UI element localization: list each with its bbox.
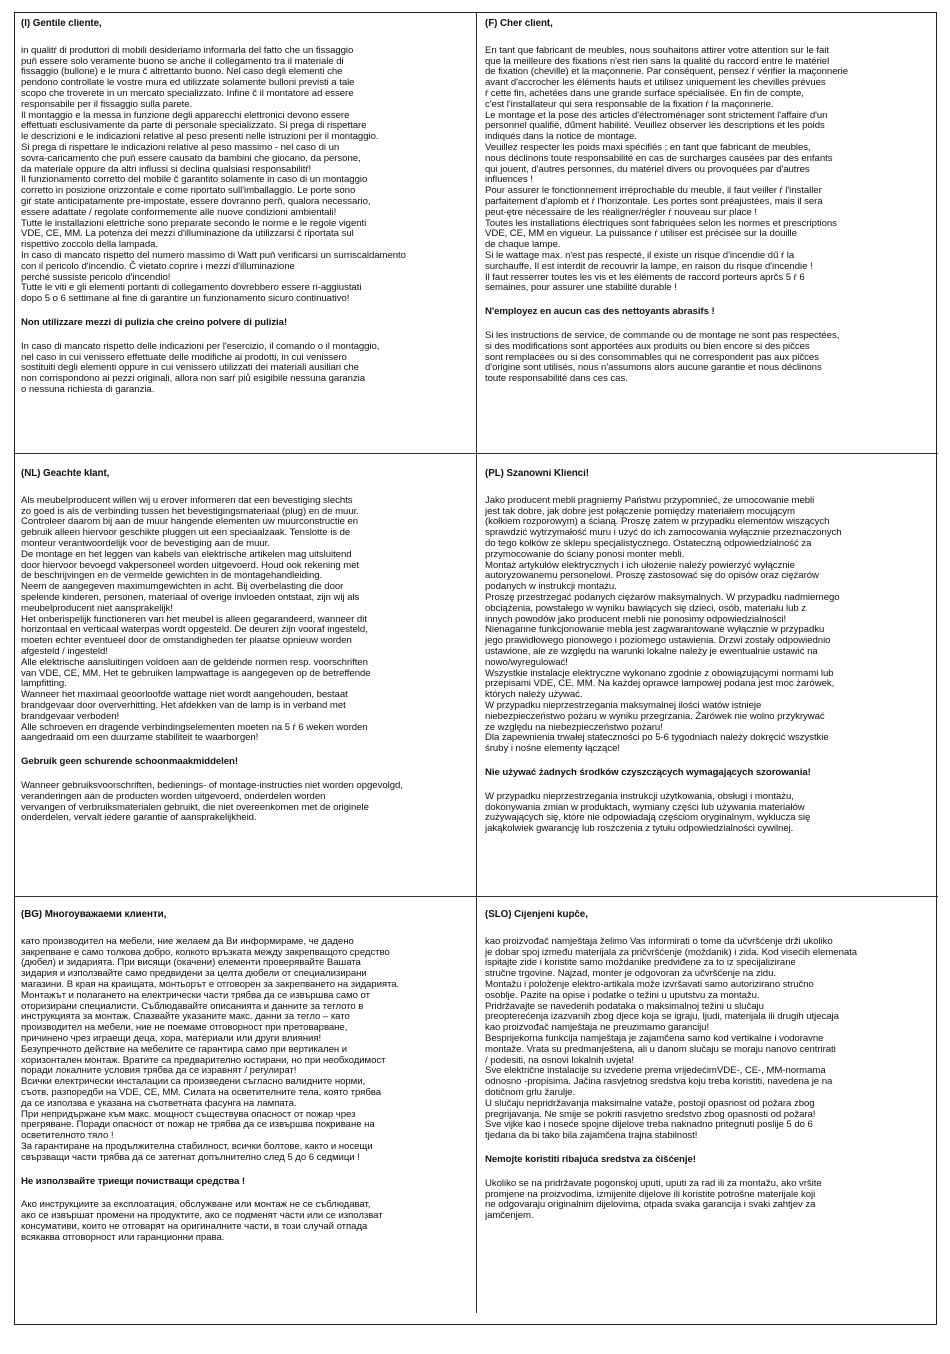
section-heading: (PL) Szanowni Klienci!: [485, 469, 589, 479]
cleaning-warning: Не използвайте триещи почистващи средства !: [21, 1175, 246, 1187]
section-heading: (I) Gentile cliente,: [21, 19, 102, 29]
section-body: in qualitŕ di produttori di mobili desideriamo informarla del fatto che un fissaggio puň essere solo veramente buono se anche il collegamento tra il materiale di fissaggio (bullone) e le mura č altrettanto buono. Nel caso degli elementi che pendono controllate le vostre mura ed utilizzate solamente bulloni previsti a tale scopo che troverete in un mercato specializzato. Infine č il montatore ad essere responsabile per il fissaggio sulla parete. Il montaggio e la messa in funzione degli apparecchi elettronici devono essere effettuati esclusivamente da parte di personale specializzato. Si prega di rispettare le descrizioni e le indicazioni relative al peso presenti nelle istruzioni per il montaggio. Si prega di rispettare le indicazioni relative al peso massimo - nel caso di un sovra-caricamento che puň essere causato da bambini che giocano, da persone, da materiale oppure da altri influssi si declina qualsiasi responsabilitŕ! Il funzionamento corretto del mobile č garantito solamente in caso di un montaggio corretto in posizione orizzontale e come riportato sull'imballaggio. Le porte sono giŕ state anticipatamente pre-impostate, essere dovranno perň, qualora necessario, essere adattate / regolate conformemente alle nuove condizioni ambientali! Tutte le installazioni elettriche sono preparate secondo le norme e le regole vigenti VDE, CE, MM. La potenza dei mezzi d'illuminazione da utilizzarsi č riportata sul rispettivo zoccolo della lampada. In caso di mancato rispetto del numero massimo di Watt puň verificarsi un surriscaldamento con il pericolo d'incendio. Č vietato coprire i mezzi d'illuminazione perché sussiste pericolo d'incendio! Tutte le viti e gli elementi portanti di collegamento dovrebbero essere ri-aggiustati dopo 5 o 6 settimane al fine di garantire un funzionamento sicuro continuativo!: [21, 44, 406, 305]
cleaning-warning: Nemojte koristiti ribajuća sredstva za čišćenje!: [485, 1153, 696, 1165]
cleaning-warning: Non utilizzare mezzi di pulizia che creino polvere di pulizia!: [21, 316, 288, 328]
warranty-notice: Ако инструкциите за експлоатация, обслужване или монтаж не се съблюдават, ако се извършат промени на продуктите, ако се подменят части или се използват консумативи, които не отговарят на оригиналните части, в този случай отпада всякаква отговорност или гаранционни права.: [21, 1199, 383, 1243]
section-heading: (BG) Многоуважаеми клиенти,: [21, 910, 167, 920]
row-divider-2: [15, 896, 938, 897]
cleaning-warning: Gebruik geen schurende schoonmaakmiddelen!: [21, 756, 239, 768]
column-divider: [476, 13, 477, 1313]
section-dutch: [21, 469, 459, 891]
warranty-notice: Si les instructions de service, de commande ou de montage ne sont pas respectées, si des modifications sont apportées aux produits ou bien encore si des pičces sont remplacées ou si des consommables qui ne correspondent pas aux pičces d'origine sont utilisés, nous n'assumons alors aucune garantie et nous déclinons toute responsabilité dans ces cas.: [485, 329, 840, 385]
section-french: [485, 19, 923, 449]
section-italian: [21, 19, 459, 449]
warranty-notice: W przypadku nieprzestrzegania instrukcji użytkowania, obsługi i montażu, dokonywania zmian w produktach, wymiany części lub używania materiałów zużywających się, które nie odpowiadają częściom oryginalnym, wyklucza się jakąkolwiek gwarancję lub roszczenia z tytułu odpowiedzialności cywilnej.: [485, 790, 811, 835]
section-body: като производител на мебели, ние желаем да Ви информираме, че дадено закрепване е само толкова добро, колкото връзката между закрепващото средство (дюбел) и зидарията. При висящи (окачени) елементи проверявайте Вашата зидария и използвайте само предвидени за целта дюбели от специализирани магазини. В края на краищата, монтьорът е отговорен за закрепването на зидарията. Монтажът и полагането на електрически части трябва да се извършва само от оторизирани специалисти. Съблюдавайте описанията и данните за теглото в инструкцията за монтаж. Спазвайте указаните макс. данни за тегло – като производител на мебели, ние не поемаме отговорност при претоварване, причинено чрез играещи деца, хора, материали или други влияния! Безупречното действие на мебелите се гарантира само при вертикален и хоризонтален монтаж. Вратите са предварително юстирани, но при необходимост поради локалните условия трябва да се изравнят / регулират! Всички електрически инсталации са произведени съгласно валидните норми, съотв. разпоредби на VDE, CE, MM. Силата на осветителните тела, която трябва да се използва е указана на съответната фасунга на лампата. При непридържане към макс. мощност съществува опасност от пожар чрез прегряване. Поради опасност от пожар не трябва да се извършва покриване на осветителното тяло ! За гарантиране на продължителна стабилност, всички болтове, както и носещи свързващи части трябва да се затегнат допълнително след 5 до 6 седмици !: [21, 935, 400, 1163]
warranty-notice: In caso di mancato rispetto delle indicazioni per l'esercizio, il comando o il montaggio, nel caso in cui venissero effettuate delle modifiche ai prodotti, in cui venissero sostituiti degli elementi oppure in cui venissero utilizzati dei materiali ausiliari che non corrispondono ai pezzi originali, allora non sarŕ piů esigibile nessuna garanzia o nessuna richiesta di garanzia.: [21, 340, 380, 395]
section-heading: (NL) Geachte klant,: [21, 469, 110, 479]
section-body: Als meubelproducent willen wij u erover informeren dat een bevestiging slechts zo goed is als de verbinding tussen het bevestigingsmateriaal (plug) en de muur. Controleer daarom bij aan de muur hangende elementen uw muurconstructie en gebruik alleen hiervoor geschikte pluggen uit een speciaalzaak. Tenslotte is de monteur verantwoordelijk voor de bevestiging aan de muur. De montage en het leggen van kabels van elektrische artikelen mag uitsluitend door hiervoor bevoegd vakpersoneel worden uitgevoerd. Houd ook rekening met de beschrijvingen en de vermelde gewichten in de montagehandleiding. Neem de aangegeven maximumgewichten in acht. Bij overbelasting die door spelende kinderen, personen, materiaal of overige invloeden ontstaat, zijn wij als meubelproducent niet aansprakelijk! Het onberispelijk functioneren van het meubel is alleen gegarandeerd, wanneer dit horizontaal en verticaal waterpas wordt opgesteld. De deuren zijn vooraf ingesteld, moeten echter eventueel door de omstandigheden ter plaatse opnieuw worden afgesteld / ingesteld! Alle elektrische aansluitingen voldoen aan de geldende normen resp. voorschriften van VDE, CE, MM. Het te gebruiken lampwattage is aangegeven op de betreffende lampfitting. Wanneer het maximaal geoorloofde wattage niet wordt aangehouden, bestaat brandgevaar door oververhitting. Het afdekken van de lamp is in verband met brandgevaar verboden! Alle schroeven en dragende verbindingselementen moeten na 5 ŕ 6 weken worden aangedraaid om een duurzame stabiliteit te waarborgen!: [21, 494, 371, 744]
instruction-sheet: [14, 12, 937, 1325]
section-body: Jako producent mebli pragniemy Państwu przypomnieć, że umocowanie mebli jest tak dobre, jak dobre jest połączenie pomiędzy materiałem mocującym (kołkiem rozporowym) a ścianą. Proszę zatem w przypadku elementów wiszących sprawdzić wytrzymałość muru i użyć do ich zamocowania wyłącznie przeznaczonych do tego kołków ze sklepu specjalistycznego. Ostateczną odpowiedzialność za przymocowanie do ściany ponosi monter mebli. Montaż artykułów elektrycznych i ich ułożenie należy powierzyć wyłącznie autoryzowanemu personelowi. Proszę zastosować się do opisów oraz ciężarów podanych w instrukcji montażu. Proszę przestrzegać podanych ciężarów maksymalnych. W przypadku nadmiernego obciążenia, powstałego w wyniku bawiących się dzieci, osób, materiału lub z innych powodów jako producent mebli nie ponosimy odpowiedzialności! Nienaganne funkcjonowanie mebla jest zagwarantowane wyłącznie w przypadku jego prawidłowego pionowego i poziomego ustawienia. Drzwi zostały odpowiednio ustawione, ale ze względu na warunki lokalne należy je ewentualnie ustawić na nowo/wyregulować! Wszystkie instalacje elektryczne wykonano zgodnie z obowiązującymi normami lub przepisami VDE, CE, MM. Na każdej oprawce lampowej podana jest moc żarówek, których należy używać. W przypadku nieprzestrzegania maksymalnej ilości watów istnieje niebezpieczeństwo pożaru w wyniku przegrzania. Żarówek nie wolno przykrywać ze względu na niebezpieczeństwo pożaru! Dla zapewnienia trwałej stateczności po 5-6 tygodniach należy dokręcić wszystkie śruby i nośne elementy łączące!: [485, 494, 842, 755]
section-polish: [485, 469, 923, 891]
row-divider-1: [15, 453, 938, 454]
section-bulgarian: [21, 910, 459, 1310]
warranty-notice: Ukoliko se na pridržavate pogonskoj uputi, uputi za rad ili za montažu, ako vršite promjene na proizvodima, izmijenite dijelove ili koristite potrošne materijale koji ne odgovaraju originalnim dijelovima, otpada svaka garancija i svaki zahtjev za jamčenjem.: [485, 1177, 822, 1222]
warranty-notice: Wanneer gebruiksvoorschriften, bedienings- of montage-instructies niet worden opgevolgd, veranderingen aan de producten worden uitgevoerd, onderdelen worden vervangen of verbruiksmaterialen gebruikt, die niet overeenkomen met de originele onderdelen, vervalt iedere garantie of aansprakelijkheid.: [21, 779, 403, 824]
section-body: En tant que fabricant de meubles, nous souhaitons attirer votre attention sur le fait que la meilleure des fixations n'est rien sans la qualité du raccord entre le matériel de fixation (cheville) et la maçonnerie. Par conséquent, pensez ŕ vérifier la maçonnerie avant d'accrocher les éléments hauts et utilisez uniquement les chevilles prévues ŕ cette fin, achetées dans une grande surface spécialisée. En fin de compte, c'est l'installateur qui sera responsable de la fixation ŕ la maçonnerie. Le montage et la pose des articles d'électroménager sont strictement l'affaire d'un personnel qualifié, dűment habilité. Veuillez observer les descriptions et les poids indiqués dans la notice de montage. Veuillez respecter les poids maxi spécifiés ; en tant que fabricant de meubles, nous déclinons toute responsabilité en cas de surcharges causées par des enfants qui jouent, d'autres personnes, du matériel divers ou provoquées par d'autres influences ! Pour assurer le fonctionnement irréprochable du meuble, il faut veiller ŕ l'installer parfaitement d'aplomb et ŕ l'horizontale. Les portes sont préajustées, mais il sera peut-ętre nécessaire de les réaligner/régler ŕ nouveau sur place ! Toutes les installations électriques sont fabriquées selon les normes et prescriptions VDE, CE, MM en vigueur. La puissance ŕ utiliser est précisée sur la douille de chaque lampe. Si le wattage max. n'est pas respecté, il existe un risque d'incendie dű ŕ la surchauffe. Il est interdit de recouvrir la lampe, en raison du risque d'incendie ! Il faut resserrer toutes les vis et les éléments de raccord porteurs aprčs 5 ŕ 6 semaines, pour assurer une stabilité durable !: [485, 44, 849, 294]
section-heading: (SLO) Cijenjeni kupče,: [485, 910, 588, 920]
section-heading: (F) Cher client,: [485, 19, 553, 29]
cleaning-warning: N'employez en aucun cas des nettoyants abrasifs !: [485, 306, 715, 318]
cleaning-warning: Nie używać żadnych środków czyszczących wymagających szorowania!: [485, 766, 811, 778]
section-body: kao proizvođač namještaja želimo Vas informirati o tome da učvršćenje drži ukoliko je dobar spoj između materijala za pričvršćenje (moždanik) i zida. Kod visećih elemenata ispitajte zide i koristite samo moždanike predviđene za to iz specijalizirane stručne trgovine. Najzad, monter je odgovoran za učvršćenje na zidu. Montažu i položenje elektro-artikala može izvršavati samo autorizirano stručno osoblje. Pazite na opise i podatke o težini u uputstvu za montažu. Pridržavajte se navedenih podataka o maksimalnoj težini u slučaju preopterećenja izazvanih zbog djece koja se igraju, ljudi, materijala ili drugih utjecaja kao proizvođač namještaja ne preuzimamo garanciju! Besprijekorna funkcija namještaja je zajamčena samo kod vertikalne i vodoravne montaže. Vrata su predmanještena, ali u danom slučaju se moraju nanovo centrirati / podesiti, na osnovi lokalnih uvjeta! Sve električne instalacije su izvedene prema vrijedećimVDE-, CE-, MM-normama odnosno -propisima. Jačina rasvjetnog sredstva koju treba koristiti, navedena je na dotičnom grlu žarulje. U slučaju nepridržavanja maksimalne vataže, postoji opasnost od požara zbog pregrijavanja. Ne smije se pokriti rasvjetno sredstvo zbog opasnosti od požara! Sve vijke kao i noseće spojne dijelove treba naknadno pritegnuti poslije 5 do 6 tjedana da bi tako bila zajamčena trajna stabilnost!: [485, 935, 858, 1142]
section-croatian: [485, 910, 923, 1310]
